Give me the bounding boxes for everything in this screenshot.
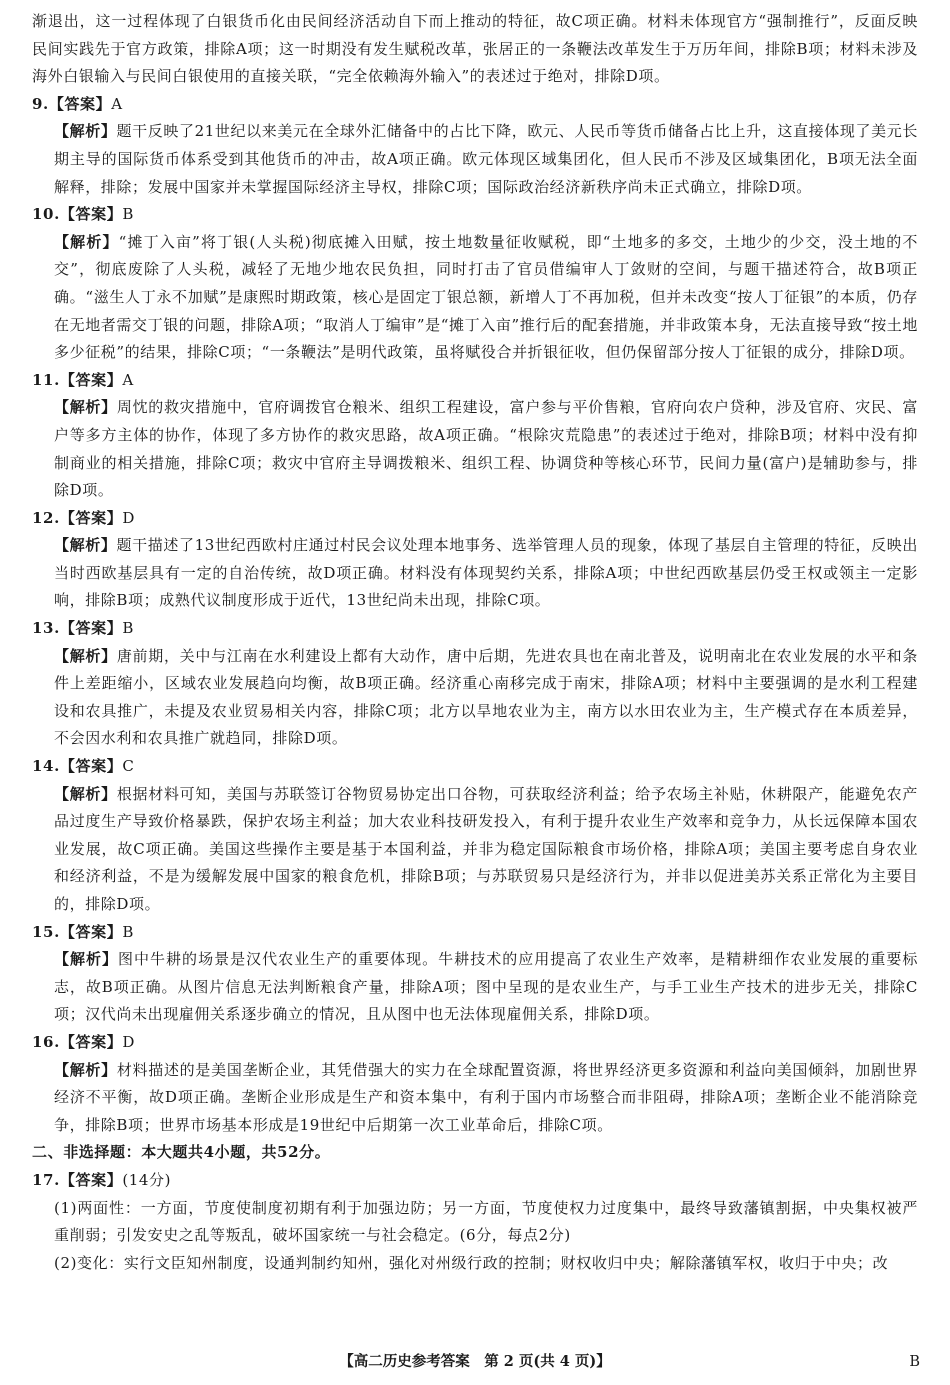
question-number: 10.: [32, 205, 60, 224]
question-17-number: 17.: [32, 1170, 60, 1189]
question-list: [32, 91, 918, 1140]
footer-page-info: 【高二历史参考答案 第 2 页(共 4 页)】: [339, 1353, 611, 1370]
analysis-paragraph: [32, 394, 918, 504]
question-block: [32, 753, 918, 919]
analysis-paragraph: [32, 229, 918, 367]
question-17-header: [32, 1167, 918, 1195]
analysis-label: 【解析】: [54, 1060, 117, 1079]
question-number: 16.: [32, 1032, 60, 1051]
answer-choice: B: [122, 205, 134, 224]
question-header: [32, 753, 918, 781]
question-number: 12.: [32, 508, 60, 527]
analysis-text: 唐前期，关中与江南在水利建设上都有大动作，唐中后期，先进农具也在南北普及，说明南北在农业发展的水平和条件上差距缩小，区域农业发展趋向均衡，故B项正确。经济重心南移完成于南宋，排除A项；材料中主要强调的是水利工程建设和农具推广，未提及农业贸易相关内容，排除C项；北方以旱地农业为主，南方以水田农业为主，生产模式存在本质差异，不会因水利和农具推广就趋同，排除D项。: [54, 646, 918, 748]
analysis-text: 根据材料可知，美国与苏联签订谷物贸易协定出口谷物，可获取经济利益；给予农场主补贴，休耕限产，能避免农产品过度生产导致价格暴跌，保护农场主利益；加大农业科技研发投入，有利于提升农业生产效率和竞争力，从长远保障本国农业发展，故C项正确。美国这些操作主要是基于本国利益，并非为稳定国际粮食市场价格，排除A项；美国主要考虑自身农业和经济利益，不是为缓解发展中国家的粮食危机，排除B项；与苏联贸易只是经济行为，并非以促进美苏关系正常化为主要目的，排除D项。: [54, 784, 918, 913]
question-number: 13.: [32, 619, 60, 638]
analysis-label: 【解析】: [54, 536, 117, 555]
answer-label: 【答案】: [59, 1170, 123, 1189]
question-header: [32, 505, 918, 533]
answer-choice: B: [122, 922, 134, 941]
analysis-text: 图中牛耕的场景是汉代农业生产的重要体现。牛耕技术的应用提高了农业生产效率，是精耕细作农业发展的重要标志，故B项正确。从图片信息无法判断粮食产量，排除A项；图中呈现的是农业生产，与手工业生产技术的进步无关，排除C项；汉代尚未出现雇佣关系逐步确立的情况，且从图中也无法体现雇佣关系，排除D项。: [54, 950, 918, 1024]
question-number: 9.: [32, 94, 49, 113]
analysis-label: 【解析】: [54, 646, 117, 665]
page-footer: [0, 1350, 950, 1374]
question-block: [32, 367, 918, 505]
answer-label: 【答案】: [59, 508, 123, 527]
question-header: [32, 91, 918, 119]
question-header: [32, 919, 918, 947]
answer-choice: A: [122, 370, 134, 389]
answer-choice: A: [111, 94, 123, 113]
answer-label: 【答案】: [59, 922, 123, 941]
analysis-paragraph: [32, 643, 918, 753]
analysis-text: 周忱的救灾措施中，官府调拨官仓粮米、组织工程建设，富户参与平价售粮，官府向农户贷种，涉及官府、灾民、富户等多方主体的协作，体现了多方协作的救灾思路，故A项正确。“根除灾荒隐患”的表述过于绝对，排除B项；材料中没有抑制商业的相关措施，排除C项；救灾中官府主导调拨粮米、组织工程、协调贷种等核心环节，民间力量(富户)是辅助参与，排除D项。: [54, 398, 918, 500]
answer-label: 【答案】: [59, 619, 123, 638]
answer-choice: D: [122, 508, 135, 527]
question-number: 15.: [32, 922, 60, 941]
answer-label: 【答案】: [59, 370, 123, 389]
question-header: [32, 615, 918, 643]
intro-paragraph: 渐退出，这一过程体现了白银货币化由民间经济活动自下而上推动的特征，故C项正确。材料未体现官方“强制推行”，反面反映民间实践先于官方政策，排除A项；这一时期没有发生赋税改革，张居正的一条鞭法改革发生于万历年间，排除B项；材料未涉及海外白银输入与民间白银使用的直接关联，“完全依赖海外输入”的表述过于绝对，排除D项。: [32, 12, 918, 86]
question-block: [32, 91, 918, 201]
analysis-label: 【解析】: [54, 122, 117, 141]
answer-choice: C: [122, 757, 135, 776]
analysis-label: 【解析】: [54, 232, 119, 251]
analysis-text: “摊丁入亩”将丁银(人头税)彻底摊入田赋，按土地数量征收赋税，即“土地多的多交，土地少的少交，没土地的不交”，彻底废除了人头税，减轻了无地少地农民负担，同时打击了官员借编审人丁敛财的空间，与题干描述符合，故B项正确。“滋生人丁永不加赋”是康熙时期政策，核心是固定丁银总额，新增人丁不再加税，但并未改变“按人丁征银”的本质，仍存在无地者需交丁银的问题，排除A项；“取消人丁编审”是“摊丁入亩”推行后的配套措施，并非政策本身，无法直接导致“按土地多少征税”的结果，排除C项；“一条鞭法”是明代政策，虽将赋役合并折银征收，但仍保留部分按人丁征银的成分，排除D项。: [54, 232, 918, 362]
question-block: [32, 201, 918, 367]
analysis-text: 材料描述的是美国垄断企业，其凭借强大的实力在全球配置资源，将世界经济更多资源和利益向美国倾斜，加剧世界经济不平衡，故D项正确。垄断企业形成是生产和资本集中，有利于国内市场整合而非阻碍，排除A项；垄断企业不能消除竞争，排除B项；世界市场基本形成是19世纪中后期第一次工业革命后，排除C项。: [54, 1060, 918, 1134]
analysis-label: 【解析】: [54, 398, 117, 417]
analysis-paragraph: [32, 532, 918, 615]
question-17: [32, 1167, 918, 1277]
answer-label: 【答案】: [59, 205, 123, 224]
question-17-part-1: (1)两面性：一方面，节度使制度初期有利于加强边防；另一方面，节度使权力过度集中，最终导致藩镇割据，中央集权被严重削弱；引发安史之乱等叛乱，破坏国家统一与社会稳定。(6分，每点2分): [54, 1198, 918, 1245]
answer-choice: B: [122, 619, 134, 638]
question-17-part-2: (2)变化：实行文臣知州制度，设通判制约知州，强化对州级行政的控制；财权收归中央；解除藩镇军权，收归于中央；改: [54, 1253, 889, 1272]
answer-choice: D: [122, 1032, 135, 1051]
question-block: [32, 919, 918, 1029]
question-number: 11.: [32, 370, 60, 389]
question-block: [32, 1029, 918, 1139]
answer-label: 【答案】: [59, 757, 123, 776]
analysis-label: 【解析】: [54, 784, 117, 803]
section-2-title: 二、非选择题：本大题共4小题，共52分。: [32, 1143, 331, 1162]
page-content: [32, 8, 918, 1277]
answer-label: 【答案】: [59, 1032, 123, 1051]
question-header: [32, 201, 918, 229]
question-17-answer: (14分): [122, 1170, 172, 1189]
analysis-paragraph: [32, 946, 918, 1029]
analysis-paragraph: [32, 781, 918, 919]
analysis-paragraph: [32, 1057, 918, 1140]
question-number: 14.: [32, 757, 60, 776]
analysis-paragraph: [32, 118, 918, 201]
analysis-text: 题干描述了13世纪西欧村庄通过村民会议处理本地事务、选举管理人员的现象，体现了基层自主管理的特征，反映出当时西欧基层具有一定的自治传统，故D项正确。材料没有体现契约关系，排除A项；中世纪西欧基层仍受王权或领主一定影响，排除B项；成熟代议制度形成于近代，13世纪尚未出现，排除C项。: [54, 536, 918, 610]
question-block: [32, 505, 918, 615]
question-header: [32, 1029, 918, 1057]
question-block: [32, 615, 918, 753]
analysis-label: 【解析】: [54, 950, 119, 969]
answer-label: 【答案】: [48, 94, 112, 113]
footer-version-label: B: [909, 1354, 920, 1370]
question-header: [32, 367, 918, 395]
analysis-text: 题干反映了21世纪以来美元在全球外汇储备中的占比下降，欧元、人民币等货币储备占比上升，这直接体现了美元长期主导的国际货币体系受到其他货币的冲击，故A项正确。欧元体现区域集团化，但人民币不涉及区域集团化，B项无法全面解释，排除；发展中国家并未掌握国际经济主导权，排除C项；国际政治经济新秩序尚未正式确立，排除D项。: [54, 122, 918, 196]
